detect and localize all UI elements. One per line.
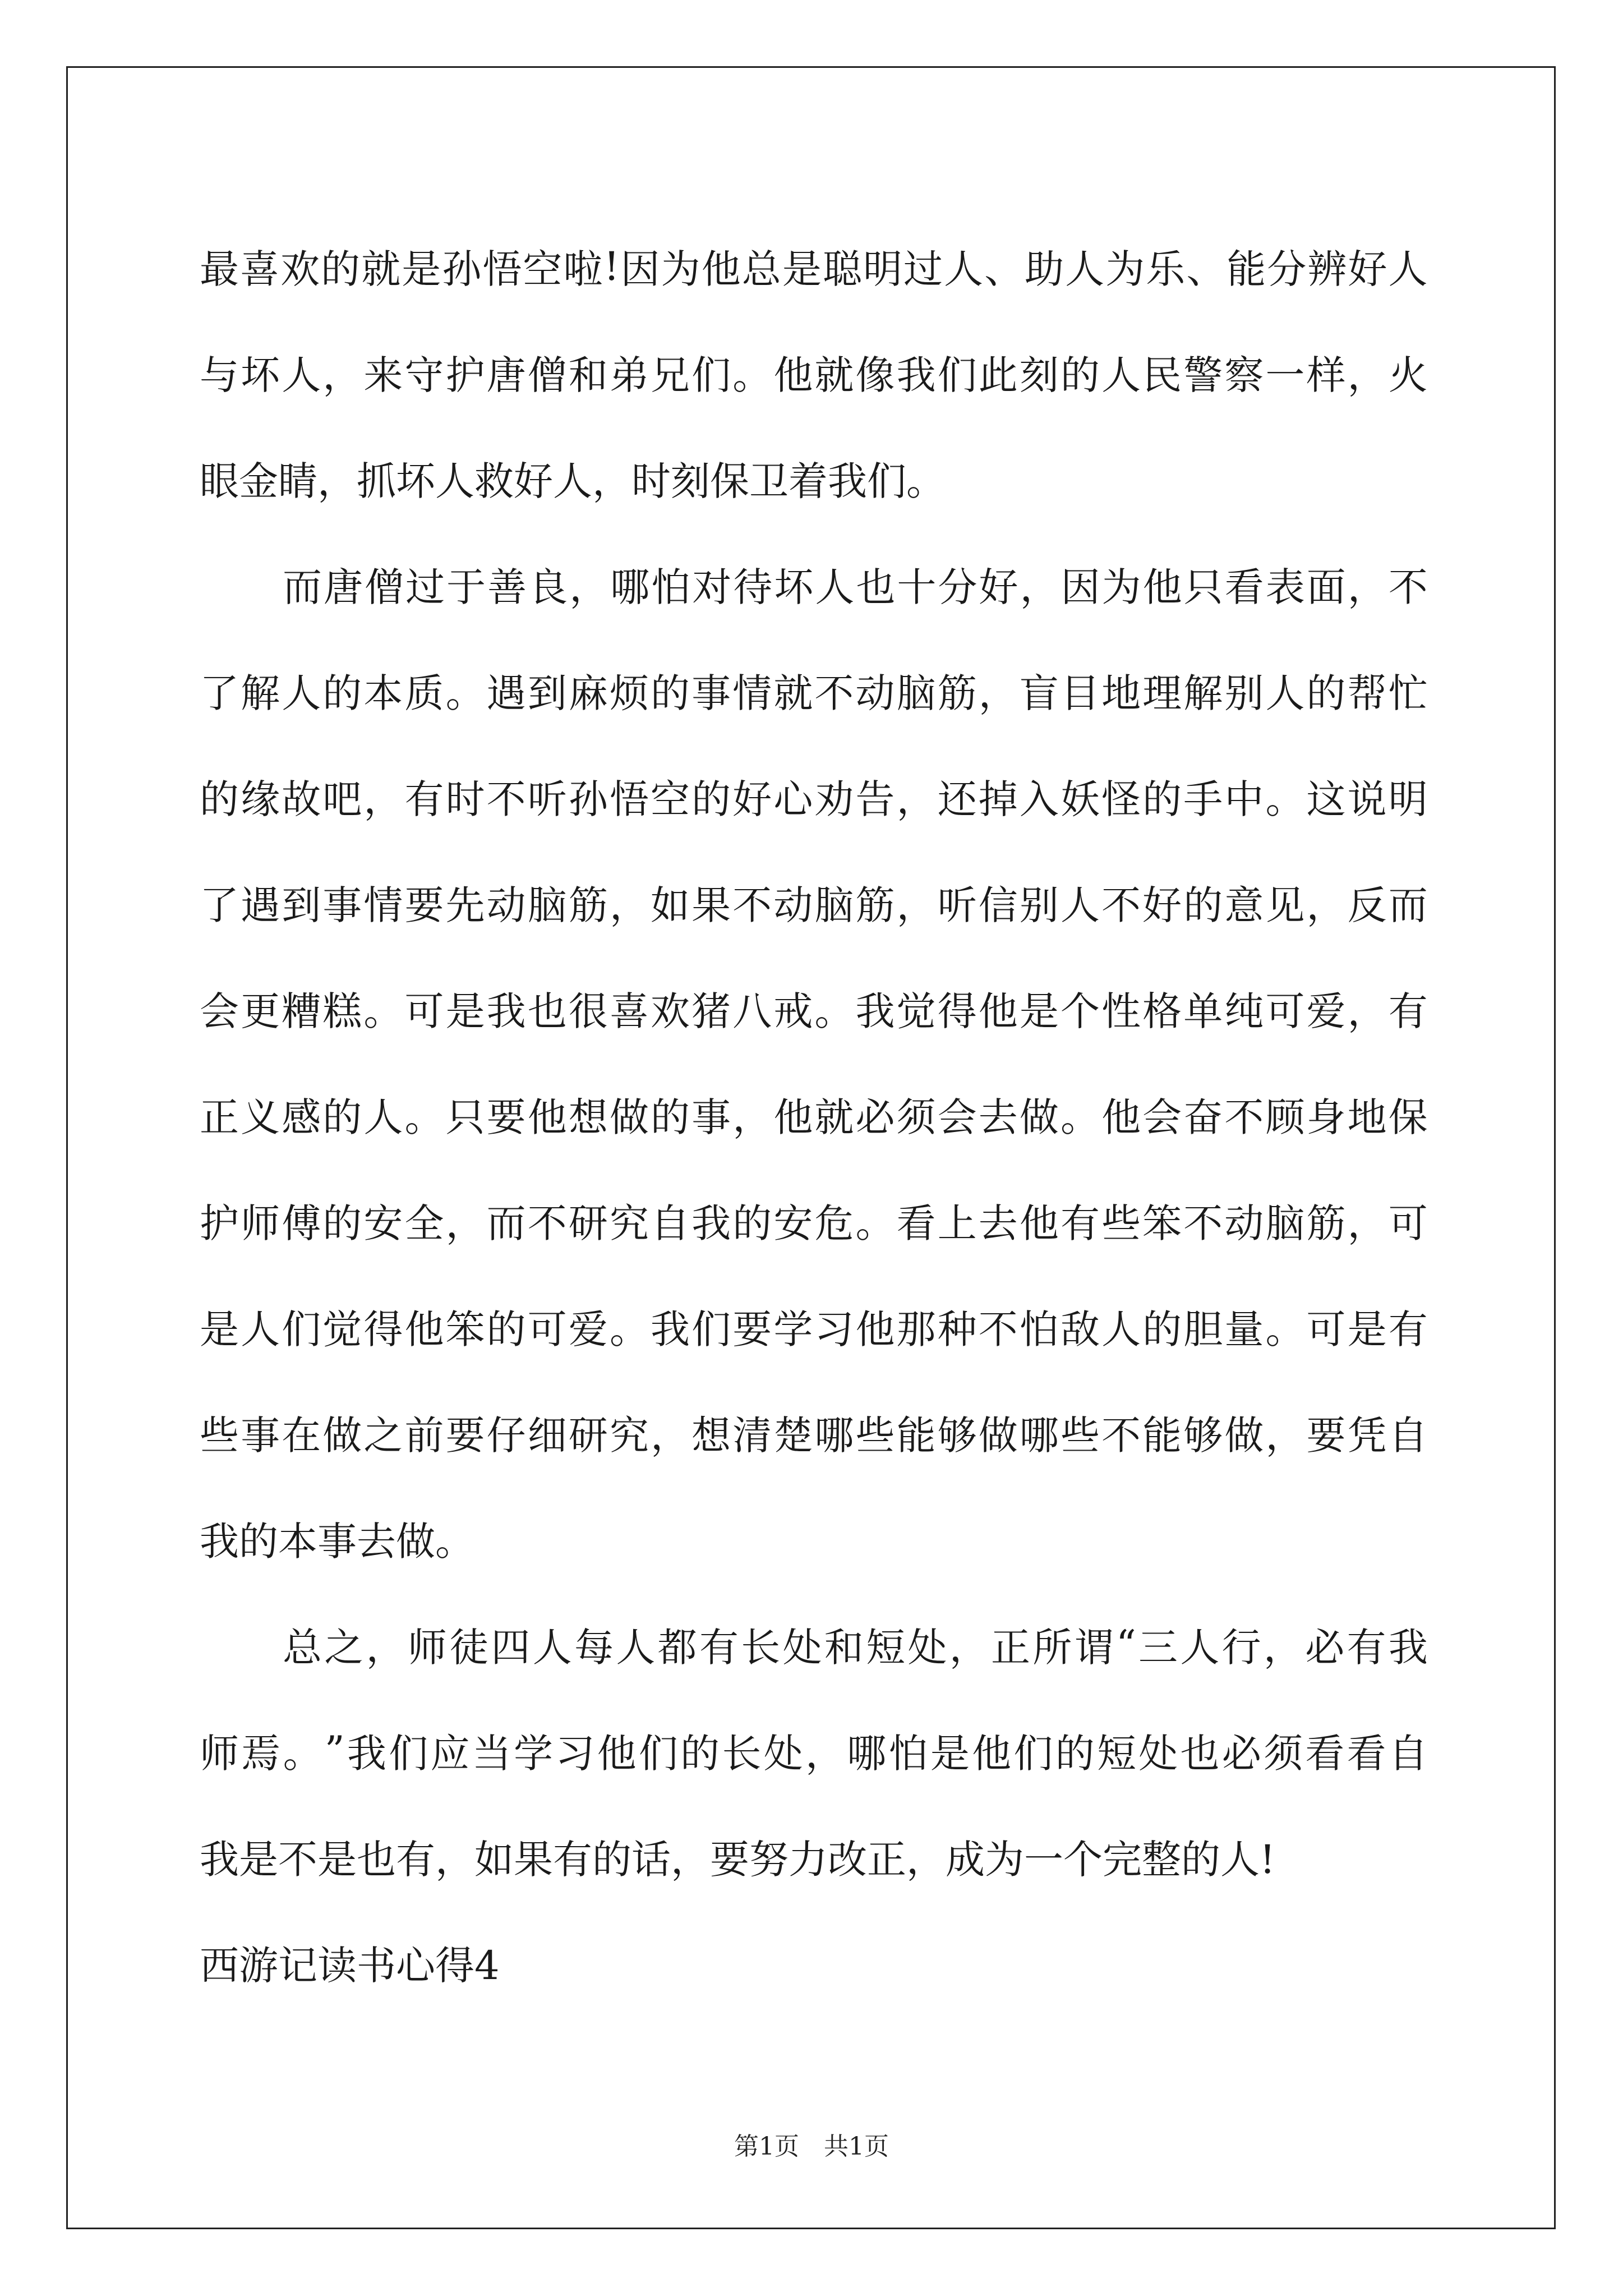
document-body (200, 213, 1428, 2016)
text-line: 是 人 们 觉 得 他 笨 的 可 爱 。 我 们 要 学 习 他 那 种 不 怕 敌 人 的 胆 量 。 可 是 有 (200, 1306, 1428, 1352)
text-line: 我是不是也有，如果有的话，要努力改正，成为一个完整的人! (200, 1837, 1276, 1883)
text-line: 的 缘 故 吧 ， 有 时 不 听 孙 悟 空 的 好 心 劝 告 ， 还 掉 入 妖 怪 的 手 中 。 这 说 明 (200, 776, 1428, 822)
text-line: 与 坏 人 ， 来 守 护 唐 僧 和 弟 兄 们 。 他 就 像 我 们 此 刻 的 人 民 警 察 一 样 ， 火 (200, 352, 1428, 398)
text-line: 总 之 ， 师 徒 四 人 每 人 都 有 长 处 和 短 处 ， 正 所 谓 “ 三 人 行 ， 必 有 我 (283, 1621, 1428, 1671)
page-footer: 第1页 共1页 (734, 2132, 889, 2161)
text-line: 眼金睛，抓坏人救好人，时刻保卫着我们。 (200, 458, 946, 504)
text-line: 师 焉 。 ” 我 们 应 当 学 习 他 们 的 长 处 ， 哪 怕 是 他 们 的 短 处 也 必 须 看 看 自 (200, 1727, 1428, 1777)
text-line: 最 喜 欢 的 就 是 孙 悟 空 啦 ! 因 为 他 总 是 聪 明 过 人 、 助 人 为 乐 、 能 分 辨 好 人 (200, 243, 1428, 292)
text-line: 我的本事去做。 (200, 1519, 474, 1565)
section-heading: 西游记读书心得4 (200, 1943, 500, 1989)
text-line: 正 义 感 的 人 。 只 要 他 想 做 的 事 ， 他 就 必 须 会 去 做 。 他 会 奋 不 顾 身 地 保 (200, 1094, 1428, 1140)
text-line: 了 遇 到 事 情 要 先 动 脑 筋 ， 如 果 不 动 脑 筋 ， 听 信 别 人 不 好 的 意 见 ， 反 而 (200, 882, 1428, 928)
text-line: 了 解 人 的 本 质 。 遇 到 麻 烦 的 事 情 就 不 动 脑 筋 ， 盲 目 地 理 解 别 人 的 帮 忙 (200, 670, 1428, 716)
text-line: 护 师 傅 的 安 全 ， 而 不 研 究 自 我 的 安 危 。 看 上 去 他 有 些 笨 不 动 脑 筋 ， 可 (200, 1200, 1428, 1246)
text-line: 会 更 糟 糕 。 可 是 我 也 很 喜 欢 猪 八 戒 。 我 觉 得 他 是 个 性 格 单 纯 可 爱 ， 有 (200, 988, 1428, 1034)
text-line: 些 事 在 做 之 前 要 仔 细 研 究 ， 想 清 楚 哪 些 能 够 做 哪 些 不 能 够 做 ， 要 凭 自 (200, 1412, 1428, 1458)
text-line: 而 唐 僧 过 于 善 良 ， 哪 怕 对 待 坏 人 也 十 分 好 ， 因 为 他 只 看 表 面 ， 不 (283, 564, 1428, 610)
